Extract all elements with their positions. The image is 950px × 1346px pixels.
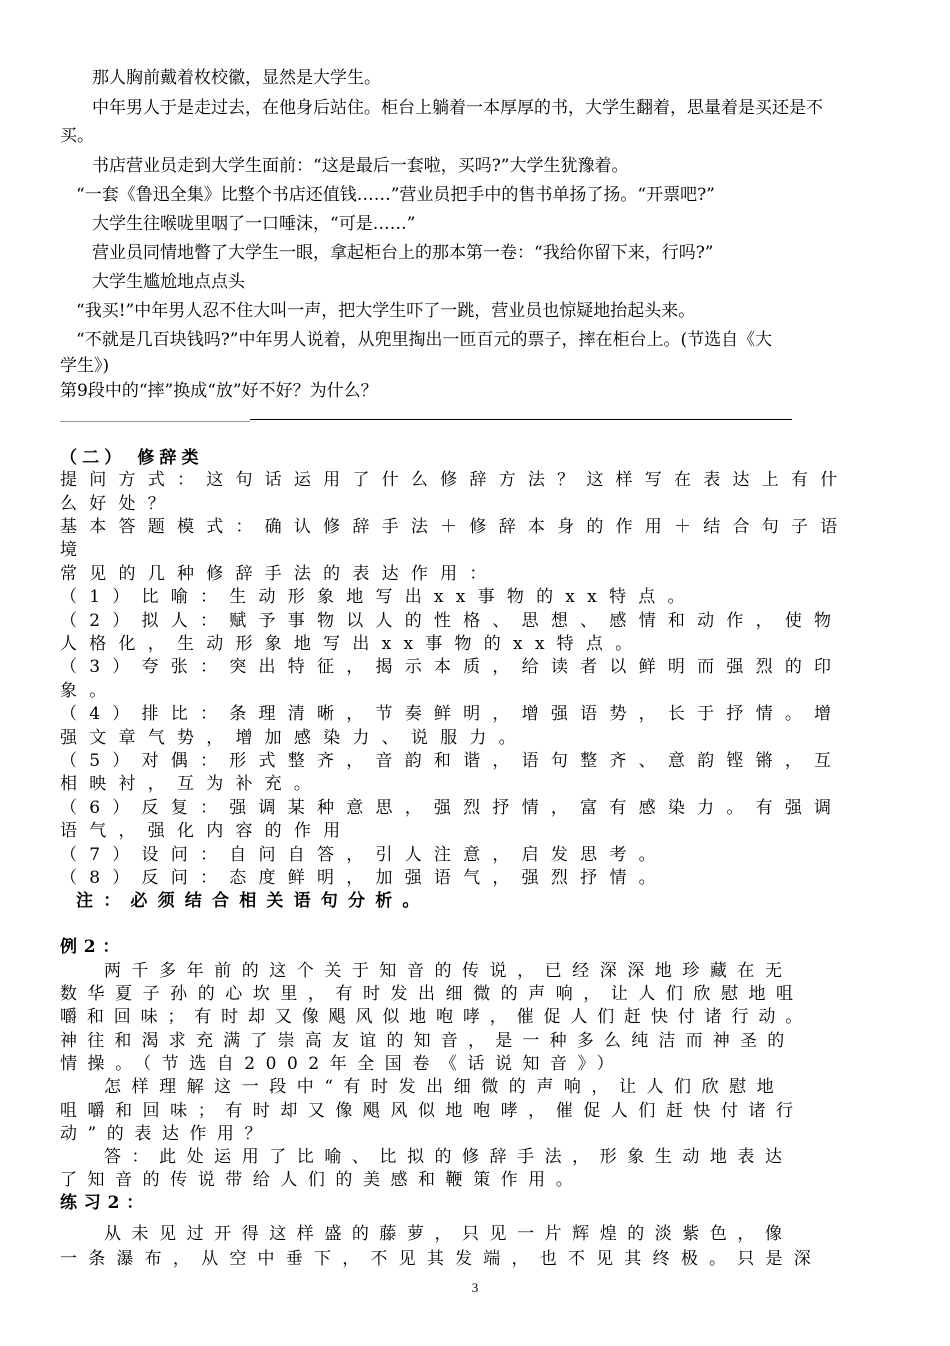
list-item: 人格化，生动形象地写出xx事物的xx特点。 xyxy=(60,634,645,654)
list-item: 象。 xyxy=(60,681,119,701)
story-line: 营业员同情地瞥了大学生一眼，拿起柜台上的那本第一卷：“我给你留下来，行吗?” xyxy=(92,243,714,263)
story-line: 大学生往喉咙里咽了一口唾沫，“可是……” xyxy=(92,214,416,234)
list-item: （4）排比：条理清晰，节奏鲜明，增强语势，长于抒情。增 xyxy=(60,704,844,724)
text-line: 情操。（节选自2002年全国卷《话说知音》） xyxy=(60,1054,625,1074)
list-item: （3）夸张：突出特征，揭示本质，给读者以鲜明而强烈的印 xyxy=(60,657,844,677)
text-line: 咀嚼和回味；有时却又像飓风似地咆哮，催促人们赶快付诸行 xyxy=(60,1101,804,1121)
text-line: 数华夏子孙的心坎里，有时发出细微的声响，让人们欣慰地咀 xyxy=(60,984,804,1004)
text-line: 基本答题模式：确认修辞手法＋修辞本身的作用＋结合句子语 xyxy=(60,517,850,537)
text-line: 怎样理解这一段中“有时发出细微的声响，让人们欣慰地 xyxy=(104,1077,785,1097)
text-line: 一条瀑布，从空中垂下，不见其发端，也不见其终极。只是深 xyxy=(60,1249,822,1269)
text-line: 么好处？ xyxy=(60,494,177,514)
text-line: 答：此处运用了比喻、比拟的修辞手法，形象生动地表达 xyxy=(104,1147,793,1167)
list-item: （1）比喻：生动形象地写出xx事物的xx特点。 xyxy=(60,587,697,607)
text-line: 常见的几种修辞手法的表达作用： xyxy=(60,564,499,584)
text-line: 境 xyxy=(60,540,90,560)
text-line: 从未见过开得这样盛的藤萝，只见一片辉煌的淡紫色，像 xyxy=(104,1224,793,1244)
list-item: 语气，强化内容的作用 xyxy=(60,821,353,841)
question-line: 第9段中的“摔”换成“放”好不好？为什么？ xyxy=(60,381,378,401)
story-line: 那人胸前戴着枚校徽，显然是大学生。 xyxy=(92,68,381,88)
list-item: （8）反问：态度鲜明，加强语气，强烈抒情。 xyxy=(60,868,668,888)
text-line: 神往和渴求充满了崇高友谊的知音，是一种多么纯洁而神圣的 xyxy=(60,1031,795,1051)
text-line: 动”的表达作用？ xyxy=(60,1124,273,1144)
page-number: 3 xyxy=(471,1280,479,1295)
answer-rule xyxy=(250,419,792,420)
list-item: 强文章气势，增加感染力、说服力。 xyxy=(60,728,528,748)
example-heading: 例2： xyxy=(60,937,127,957)
story-line: 书店营业员走到大学生面前：“这是最后一套啦，买吗?”大学生犹豫着。 xyxy=(92,156,629,176)
note-line: 注：必须结合相关语句分析。 xyxy=(76,891,430,911)
text-line: 提问方式：这句话运用了什么修辞方法？这样写在表达上有什 xyxy=(60,470,850,490)
list-item: （7）设问：自问自答，引人注意，启发思考。 xyxy=(60,845,668,865)
story-line: “我买!”中年男人忍不住大叫一声，把大学生吓了一跳，营业员也惊疑地抬起头来。 xyxy=(76,301,696,321)
text-line: 嚼和回味；有时却又像飓风似地咆哮，催促人们赶快付诸行动。 xyxy=(60,1007,813,1027)
text-line: 了知音的传说带给人们的美感和鞭策作用。 xyxy=(60,1170,584,1190)
list-item: 相映衬，互为补充。 xyxy=(60,774,324,794)
exercise-heading: 练习2： xyxy=(60,1193,151,1213)
text-line: 两千多年前的这个关于知音的传说，已经深深地珍藏在无 xyxy=(104,961,793,981)
story-line: “不就是几百块钱吗?”中年男人说着，从兜里掏出一匝百元的票子，摔在柜台上。(节选自《大 xyxy=(76,330,773,350)
story-line: 学生》) xyxy=(60,356,110,376)
story-line: 买。 xyxy=(60,126,94,146)
story-line: 大学生尴尬地点点头 xyxy=(92,272,245,292)
list-item: （5）对偶：形式整齐，音韵和谐，语句整齐、意韵铿锵，互 xyxy=(60,751,844,771)
list-item: （6）反复：强调某种意思，强烈抒情，富有感染力。有强调 xyxy=(60,798,844,818)
section-heading: （二） 修辞类 xyxy=(60,448,204,468)
story-line: “一套《鲁迅全集》比整个书店还值钱……”营业员把手中的售书单扬了扬。“开票吧?” xyxy=(76,185,715,205)
story-line: 中年男人于是走过去，在他身后站住。柜台上躺着一本厚厚的书，大学生翻着，思量着是买还是不 xyxy=(92,98,823,118)
list-item: （2）拟人：赋予事物以人的性格、思想、感情和动作，使物 xyxy=(60,611,844,631)
answer-rule-left xyxy=(60,421,250,422)
